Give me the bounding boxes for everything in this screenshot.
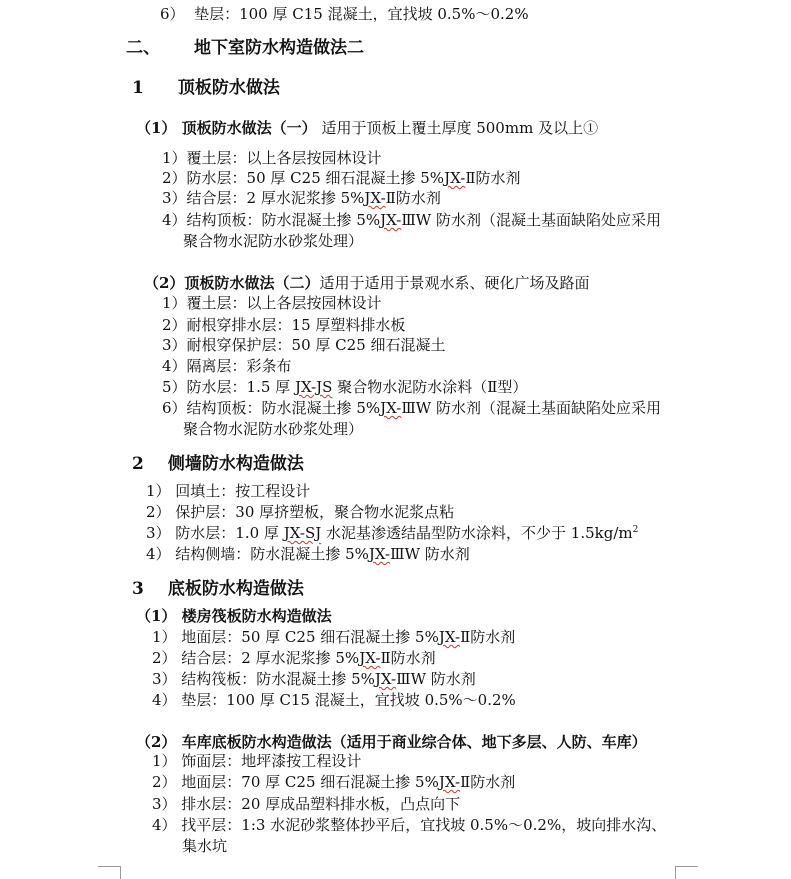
list-item: 3） 排水层：20 厚成品塑料排水板，凸点向下 [152, 795, 461, 813]
list-item-continuation: 聚合物水泥防水砂浆处理） [183, 232, 364, 250]
section-heading-1: 1 顶板防水做法 [132, 78, 280, 98]
subsection-raft-slab: （1） 楼房筏板防水构造做法 [136, 607, 332, 625]
list-item: 4） 找平层：1:3 水泥砂浆整体抄平后，宜找坡 0.5%～0.2%，坡向排水沟、 [152, 816, 667, 834]
subsection-roof-method-1: （1） 顶板防水做法（一） 适用于顶板上覆土厚度 500mm 及以上① [136, 119, 599, 137]
list-item: 2）防水层：50 厚 C25 细石混凝土掺 5%JX-Ⅱ防水剂 [162, 169, 521, 187]
list-item: 1） 地面层：50 厚 C25 细石混凝土掺 5%JX-Ⅱ防水剂 [152, 628, 516, 646]
chapter-heading-two: 二、 地下室防水构造做法二 [126, 38, 364, 58]
list-item: 3） 防水层：1.0 厚 JX-SJ 水泥基渗透结晶型防水涂料，不少于 $1.5kg/m^2$ [146, 524, 639, 542]
list-item: 5）防水层：1.5 厚 JX-JS 聚合物水泥防水涂料（Ⅱ型） [162, 378, 528, 396]
list-item: 6）结构顶板：防水混凝土掺 5%JX-ⅢW 防水剂（混凝土基面缺陷处应采用 [162, 399, 661, 417]
list-item: 2） 结合层：2 厚水泥浆掺 5%JX-Ⅱ防水剂 [152, 649, 436, 667]
list-item: 4）结构顶板：防水混凝土掺 5%JX-ⅢW 防水剂（混凝土基面缺陷处应采用 [162, 211, 661, 229]
list-item: 4）隔离层：彩条布 [162, 357, 292, 375]
list-item: 3） 结构筏板：防水混凝土掺 5%JX-ⅢW 防水剂 [152, 670, 476, 688]
list-item: 1）覆土层：以上各层按园林设计 [162, 294, 382, 312]
item-6-cushion-layer: 6） 垫层：100 厚 C15 混凝土，宜找坡 0.5%～0.2% [160, 5, 529, 23]
list-item: 2） 保护层：30 厚挤塑板，聚合物水泥浆点粘 [146, 503, 455, 521]
crop-mark-left [98, 866, 121, 879]
list-item: 4） 结构侧墙：防水混凝土掺 5%JX-ⅢW 防水剂 [146, 545, 470, 563]
list-item: 1） 饰面层：地坪漆按工程设计 [152, 752, 362, 770]
subsection-roof-method-2: （2）顶板防水做法（二）适用于适用于景观水系、硬化广场及路面 [144, 274, 590, 292]
list-item: 2）耐根穿排水层：15 厚塑料排水板 [162, 316, 406, 334]
section-heading-3: 3 底板防水构造做法 [132, 579, 304, 599]
list-item: 3）结合层：2 厚水泥浆掺 5%JX-Ⅱ防水剂 [162, 189, 441, 207]
list-item: 2） 地面层：70 厚 C25 细石混凝土掺 5%JX-Ⅱ防水剂 [152, 773, 516, 791]
subsection-garage-floor: （2） 车库底板防水构造做法（适用于商业综合体、地下多层、人防、车库） [136, 733, 647, 751]
section-heading-2: 2 侧墙防水构造做法 [132, 454, 304, 474]
list-item: 1） 回填土：按工程设计 [146, 482, 311, 500]
list-item-continuation: 聚合物水泥防水砂浆处理） [183, 420, 364, 438]
list-item-continuation: 集水坑 [182, 837, 228, 855]
crop-mark-right [675, 866, 698, 879]
list-item: 1）覆土层：以上各层按园林设计 [162, 149, 382, 167]
list-item: 3）耐根穿保护层：50 厚 C25 细石混凝土 [162, 336, 446, 354]
list-item: 4） 垫层：100 厚 C15 混凝土，宜找坡 0.5%～0.2% [152, 691, 516, 709]
